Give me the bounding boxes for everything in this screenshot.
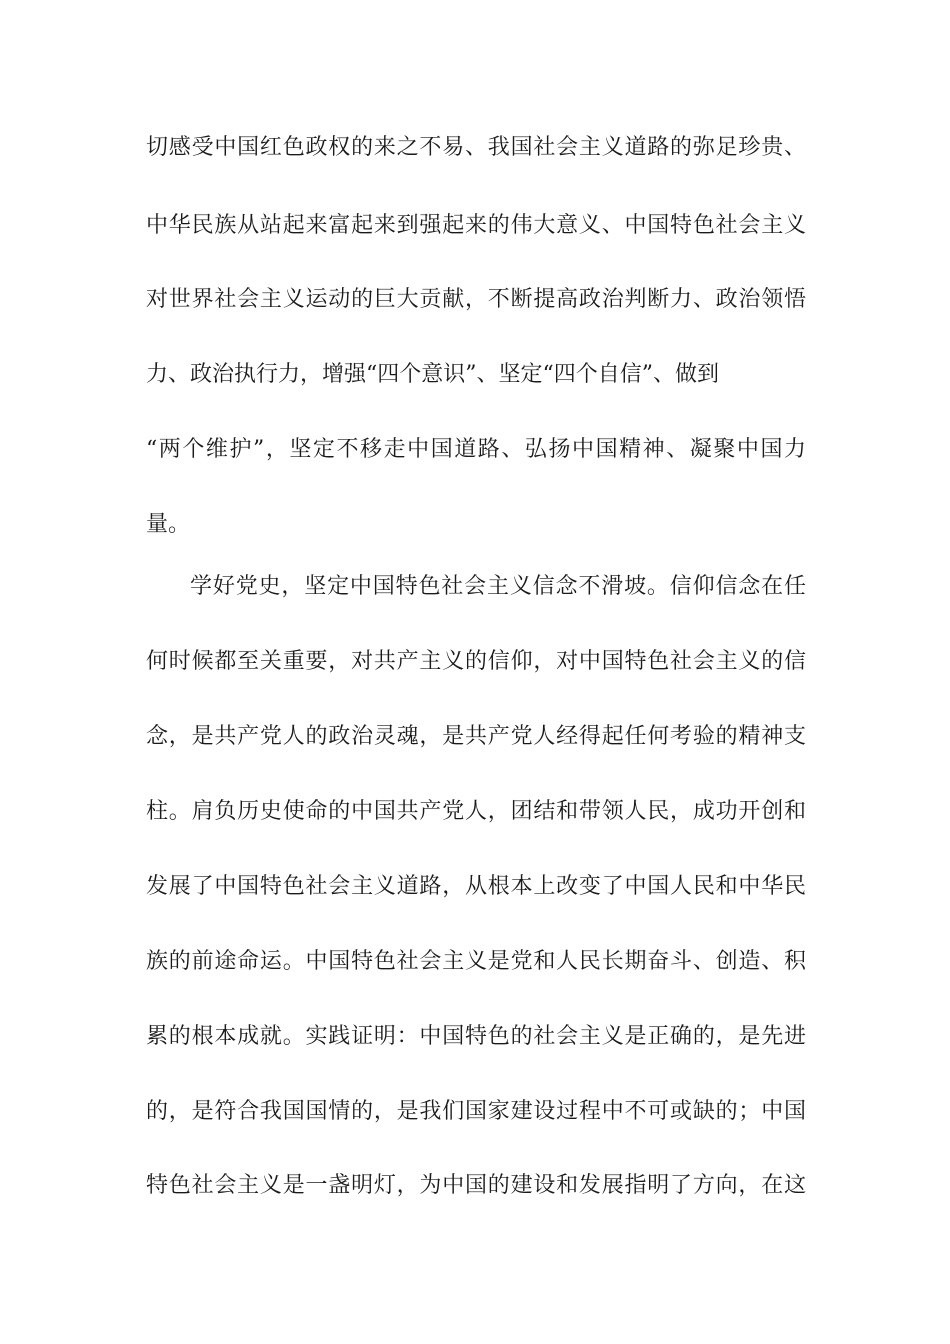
text-line-2: 中华民族从站起来富起来到强起来的伟大意义、中国特色社会主义: [146, 213, 806, 238]
text-line-4: 力、政治执行力，增强“四个意识”、坚定“四个自信”、做到: [146, 362, 719, 387]
text-line-12: 族的前途命运。中国特色社会主义是党和人民长期奋斗、创造、积: [146, 949, 806, 974]
text-line-13: 累的根本成就。实践证明：中国特色的社会主义是正确的，是先进: [146, 1024, 806, 1049]
text-line-15: 特色社会主义是一盏明灯，为中国的建设和发展指明了方向，在这: [146, 1173, 806, 1198]
text-line-10: 柱。肩负历史使命的中国共产党人，团结和带领人民，成功开创和: [146, 799, 806, 824]
text-line-9: 念，是共产党人的政治灵魂，是共产党人经得起任何考验的精神支: [146, 724, 806, 749]
paragraph-start-line: 学好党史，坚定中国特色社会主义信念不滑坡。信仰信念在任: [190, 574, 806, 599]
text-line-3: 对世界社会主义运动的巨大贡献，不断提高政治判断力、政治领悟: [146, 287, 806, 312]
text-line-11: 发展了中国特色社会主义道路，从根本上改变了中国人民和中华民: [146, 874, 806, 899]
text-line-6: 量。: [146, 512, 191, 537]
text-line-5: “两个维护”，坚定不移走中国道路、弘扬中国精神、凝聚中国力: [146, 437, 806, 462]
text-line-8: 何时候都至关重要，对共产主义的信仰，对中国特色社会主义的信: [146, 649, 806, 674]
text-line-1: 切感受中国红色政权的来之不易、我国社会主义道路的弥足珍贵、: [146, 135, 806, 160]
text-line-14: 的，是符合我国国情的，是我们国家建设过程中不可或缺的；中国: [146, 1099, 806, 1124]
